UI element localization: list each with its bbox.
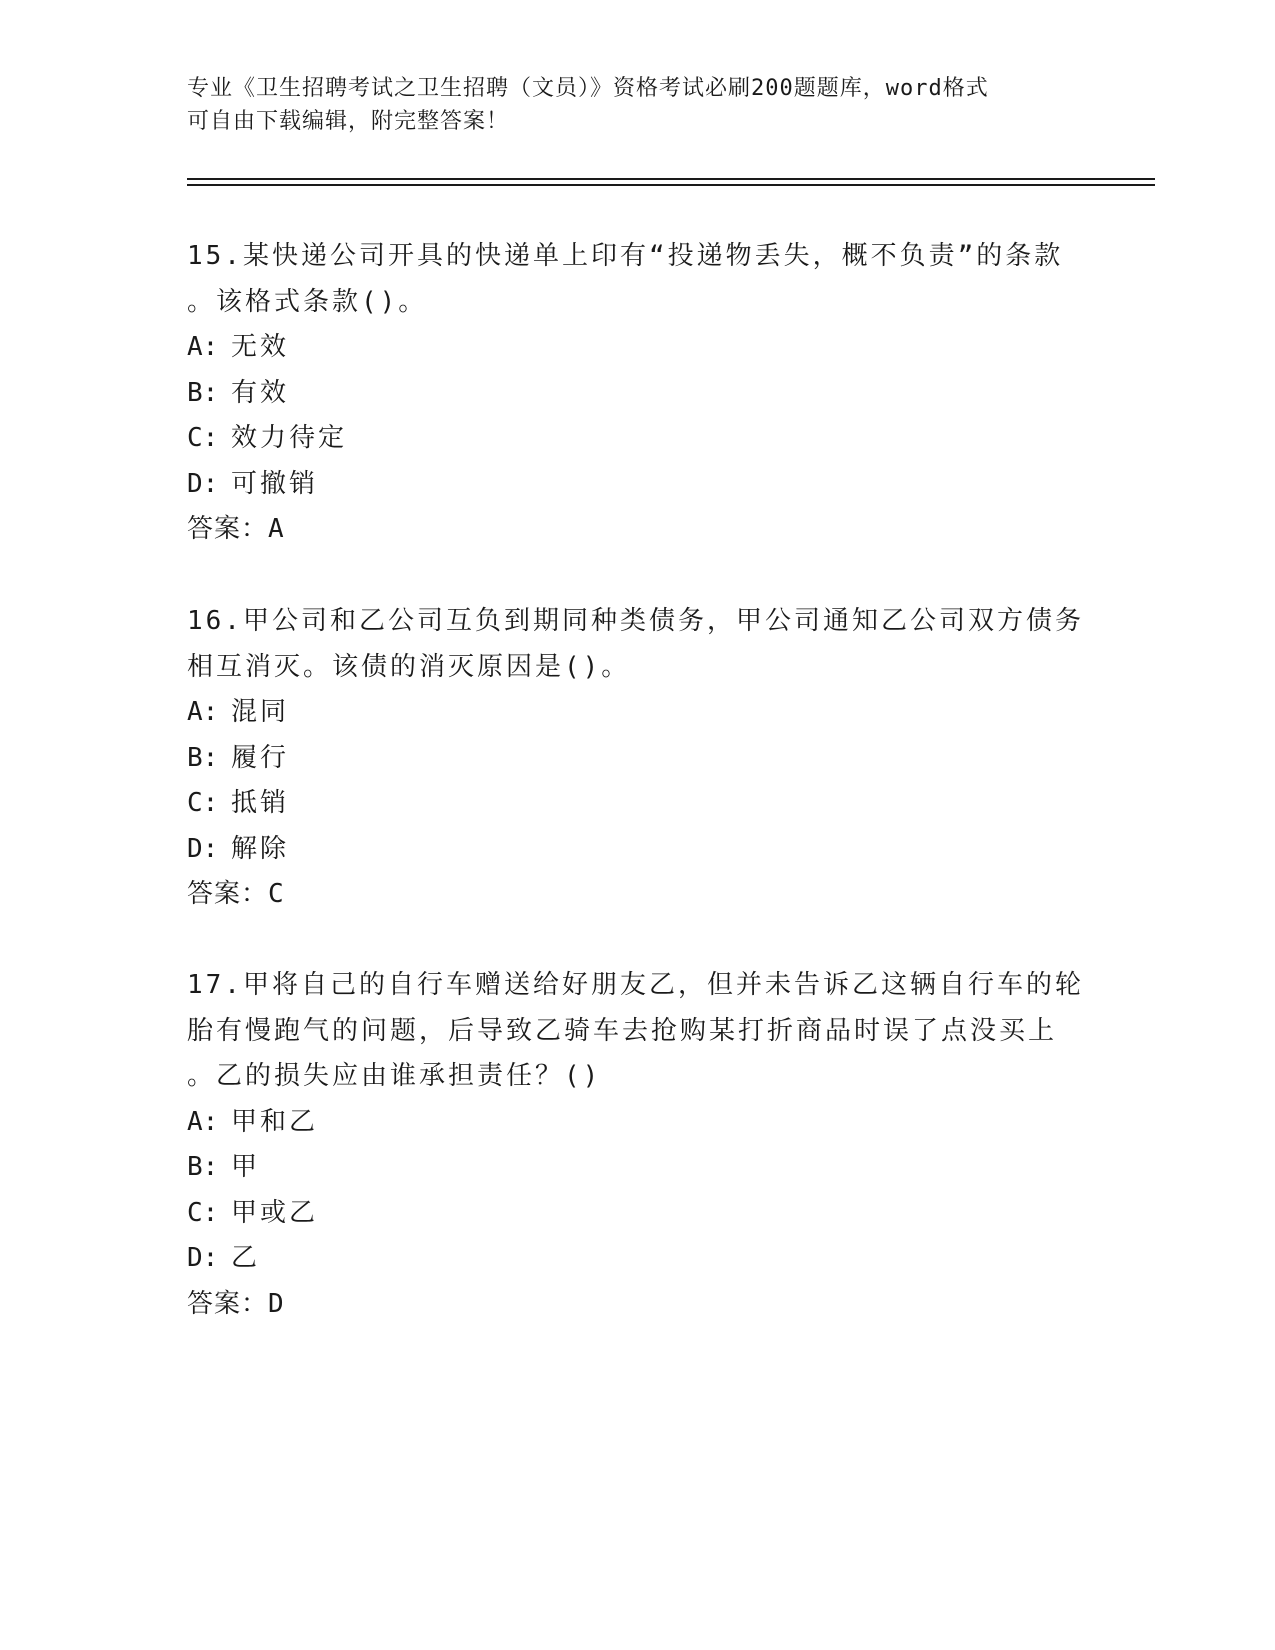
option-key: A: [187, 1106, 219, 1137]
option-key: A: [187, 697, 219, 727]
question-text-line: 相互消灭。该债的消灭原因是()。 [187, 651, 631, 682]
option-text: 混同 [231, 697, 290, 727]
answer-line: 答案：D [187, 1288, 285, 1319]
answer-line: 答案：A [187, 514, 285, 544]
question-text-line: 17.甲将自己的自行车赠送给好朋友乙，但并未告诉乙这辆自行车的轮 [187, 970, 1084, 1000]
option-a [187, 690, 1087, 736]
option-d [187, 827, 1087, 873]
option-key: C: [187, 1197, 219, 1228]
question-text-line: 胎有慢跑气的问题，后导致乙骑车去抢购某打折商品时误了点没买上 [187, 1015, 1058, 1046]
question-text-line: 16.甲公司和乙公司互负到期同种类债务，甲公司通知乙公司双方债务 [187, 606, 1084, 636]
option-a [187, 1100, 1087, 1146]
header-divider-top [187, 178, 1155, 180]
option-d [187, 1236, 1087, 1282]
option-text: 抵销 [231, 788, 290, 818]
header-divider-bottom [187, 184, 1155, 186]
option-b [187, 1145, 1087, 1191]
option-text: 无效 [231, 332, 290, 362]
option-c [187, 781, 1087, 827]
option-c [187, 1191, 1087, 1237]
question-text-line: 15.某快递公司开具的快递单上印有“投递物丢失，概不负责”的条款 [187, 241, 1064, 271]
option-key: B: [187, 377, 219, 408]
option-text: 乙 [231, 1243, 261, 1273]
question-16 [187, 599, 1087, 918]
question-17 [187, 963, 1087, 1327]
option-text: 甲 [231, 1152, 261, 1182]
answer-line: 答案：C [187, 879, 285, 909]
header-line-2: 可自由下载编辑，附完整答案！ [187, 109, 510, 134]
option-key: B: [187, 742, 219, 773]
header-line-1: 专业《卫生招聘考试之卫生招聘（文员）》资格考试必刷200题题库，word格式 [187, 76, 989, 101]
option-d [187, 462, 1087, 508]
option-text: 解除 [231, 833, 290, 864]
question-text-line: 。乙的损失应由谁承担责任？() [187, 1061, 602, 1091]
option-key: D: [187, 833, 219, 864]
option-text: 有效 [231, 377, 290, 408]
option-a [187, 325, 1087, 371]
option-key: D: [187, 468, 219, 499]
option-key: A: [187, 332, 219, 362]
option-c [187, 416, 1087, 462]
option-b [187, 371, 1087, 417]
option-text: 可撤销 [231, 468, 319, 499]
option-text: 效力待定 [231, 423, 348, 453]
option-text: 甲或乙 [231, 1197, 319, 1228]
option-b [187, 736, 1087, 782]
option-key: D: [187, 1243, 219, 1273]
document-header [187, 72, 1087, 138]
option-text: 甲和乙 [231, 1106, 319, 1137]
option-key: C: [187, 788, 219, 818]
option-key: C: [187, 423, 219, 453]
option-key: B: [187, 1152, 219, 1182]
question-15 [187, 234, 1087, 553]
option-text: 履行 [231, 742, 290, 773]
question-text-line: 。该格式条款()。 [187, 286, 428, 317]
